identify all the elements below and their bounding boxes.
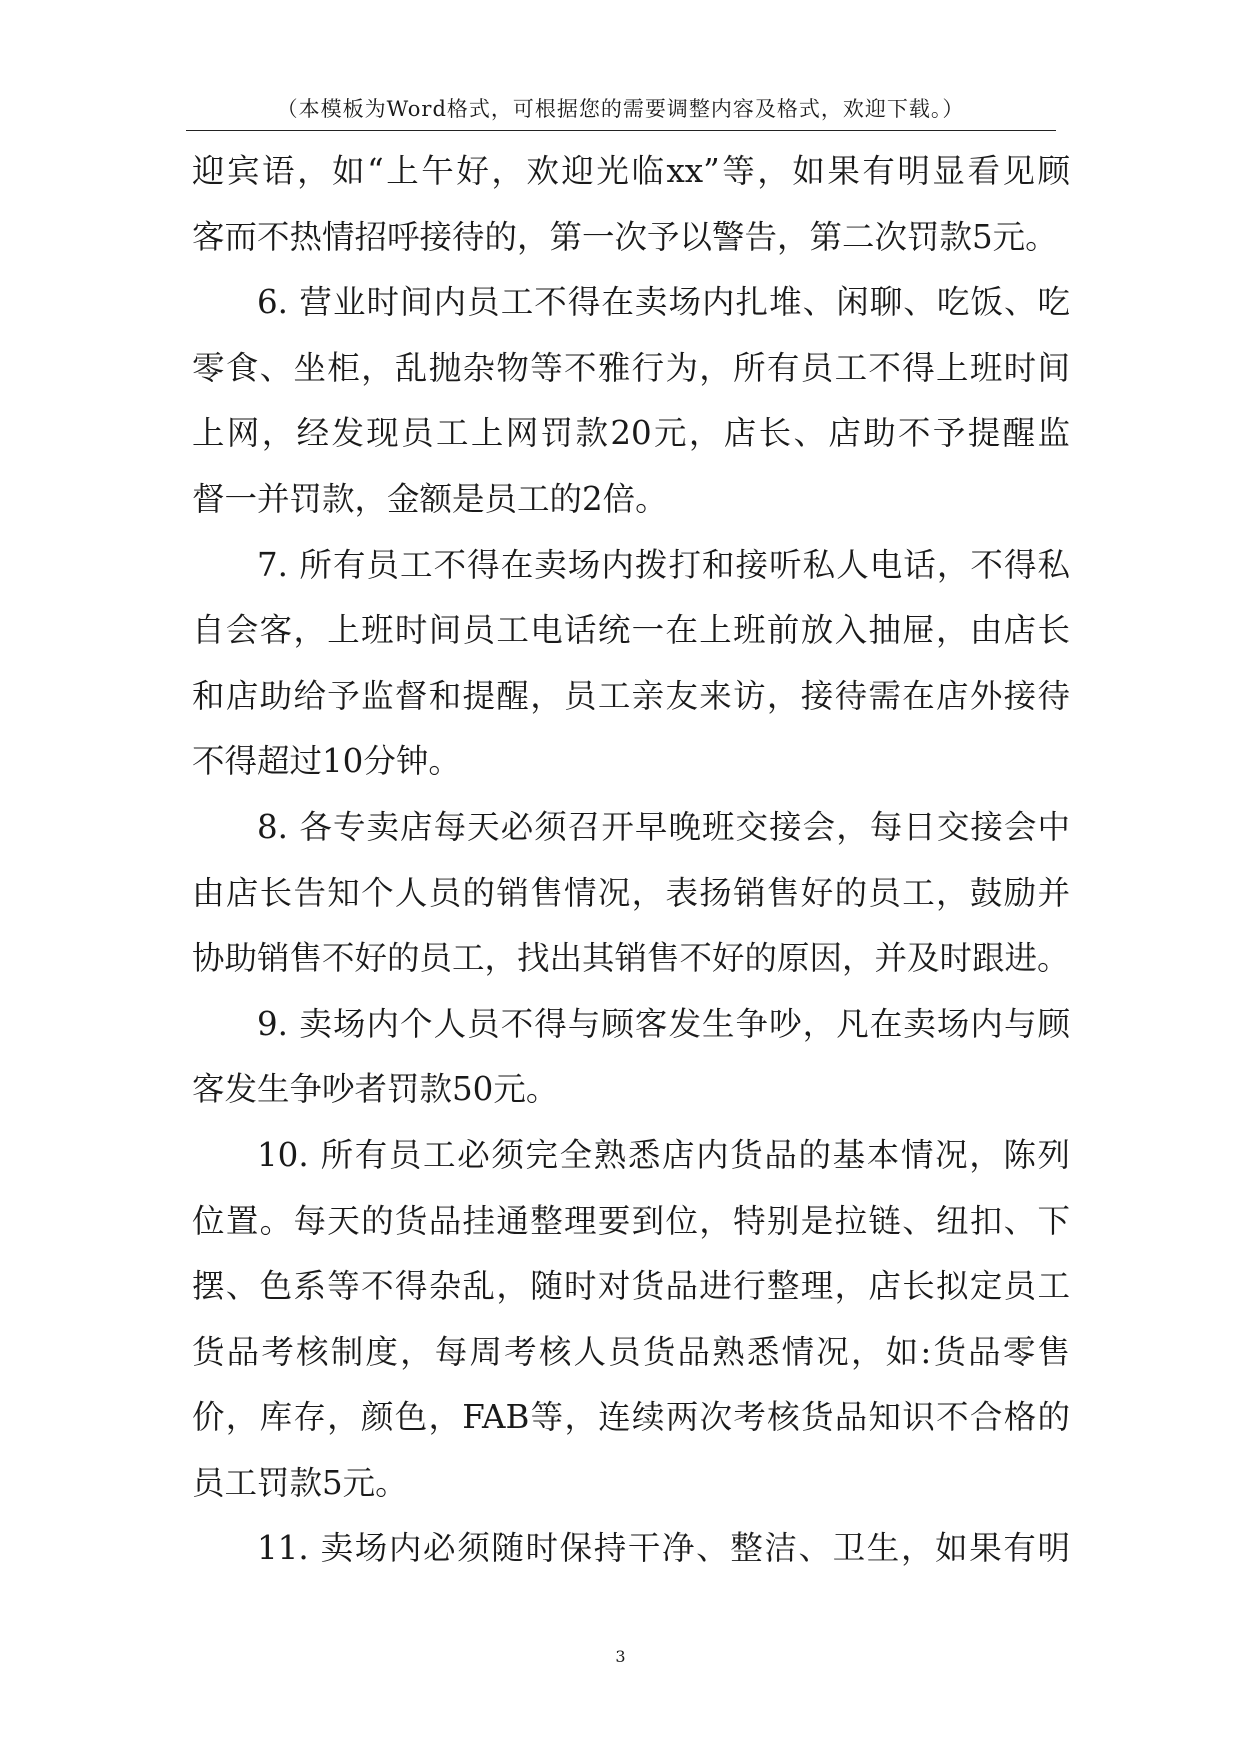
text-line: 7. 所有员工不得在卖场内拨打和接听私人电话，不得私 [257, 545, 1070, 584]
document-body [192, 139, 1070, 1582]
paragraph [192, 139, 1070, 270]
text-line: 10. 所有员工必须完全熟悉店内货品的基本情况，陈列 [257, 1135, 1070, 1174]
paragraph-item-6 [192, 270, 1070, 532]
paragraph-item-7 [192, 533, 1070, 795]
text-line: 和店助给予监督和提醒，员工亲友来访，接待需在店外接待 [192, 676, 1070, 715]
paragraph-item-11 [192, 1516, 1070, 1582]
text-line: 由店长告知个人员的销售情况，表扬销售好的员工，鼓励并 [192, 873, 1070, 912]
text-line: 协助销售不好的员工，找出其销售不好的原因，并及时跟进。 [192, 939, 1070, 978]
text-line: 自会客，上班时间员工电话统一在上班前放入抽屉，由店长 [192, 611, 1070, 650]
text-line: 客而不热情招呼接待的，第一次予以警告，第二次罚款5元。 [192, 217, 1058, 256]
text-line: 11. 卖场内必须随时保持干净、整洁、卫生，如果有明 [257, 1529, 1070, 1568]
text-line: 零食、坐柜，乱抛杂物等不雅行为，所有员工不得上班时间 [192, 348, 1070, 387]
page-number: 3 [615, 1647, 626, 1666]
text-line: 客发生争吵者罚款50元。 [192, 1070, 559, 1109]
text-line: 价，库存，颜色，FAB等，连续两次考核货品知识不合格的 [192, 1398, 1070, 1437]
text-line: 上网，经发现员工上网罚款20元，店长、店助不予提醒监 [192, 414, 1070, 453]
text-line: 员工罚款5元。 [192, 1463, 408, 1502]
text-line: 位置。每天的货品挂通整理要到位，特别是拉链、纽扣、下 [192, 1201, 1070, 1240]
text-line: 货品考核制度，每周考核人员货品熟悉情况，如:货品零售 [192, 1332, 1070, 1371]
text-line: 8. 各专卖店每天必须召开早晚班交接会，每日交接会中 [257, 807, 1070, 846]
text-line: 不得超过10分钟。 [192, 742, 461, 781]
paragraph-item-8 [192, 795, 1070, 992]
text-line: 9. 卖场内个人员不得与顾客发生争吵，凡在卖场内与顾 [257, 1004, 1070, 1043]
paragraph-item-10 [192, 1123, 1070, 1517]
text-line: 迎宾语，如“上午好，欢迎光临xx”等，如果有明显看见顾 [192, 152, 1070, 190]
page-header: （本模板为Word格式，可根据您的需要调整内容及格式，欢迎下载。） [276, 97, 965, 121]
text-line: 督一并罚款，金额是员工的2倍。 [192, 479, 668, 518]
paragraph-item-9 [192, 992, 1070, 1123]
header-divider [186, 130, 1056, 131]
text-line: 6. 营业时间内员工不得在卖场内扎堆、闲聊、吃饭、吃 [257, 283, 1070, 322]
text-line: 摆、色系等不得杂乱，随时对货品进行整理，店长拟定员工 [192, 1267, 1070, 1306]
